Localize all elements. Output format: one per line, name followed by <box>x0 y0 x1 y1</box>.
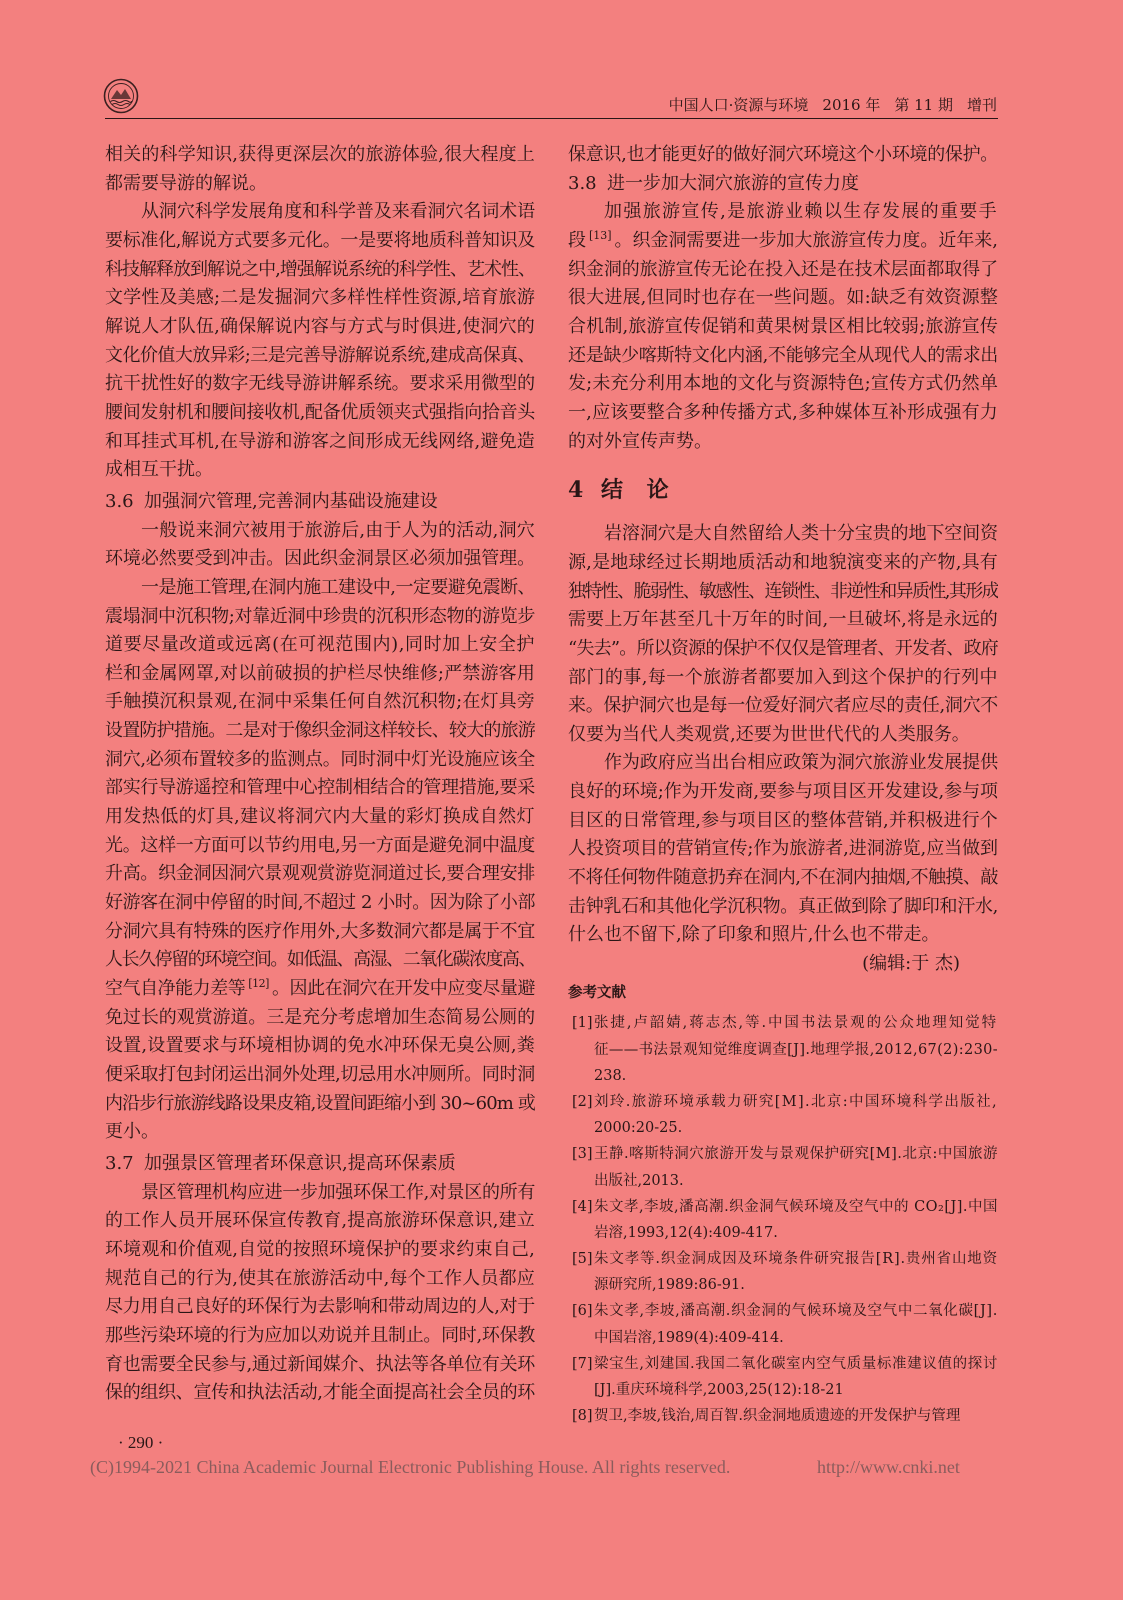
text-line: 部门的事,每一个旅游者都要加入到这个保护的行列中 <box>568 666 998 688</box>
text-line: 保的组织、宣传和执法活动,才能全面提高社会全员的环 <box>105 1382 535 1404</box>
text-line: 朱文孝等.织金洞成因及环境条件研究报告[R].贵州省山地资 <box>594 1251 998 1268</box>
paragraph <box>568 141 998 170</box>
citation-mark: [12] <box>248 977 269 991</box>
section-title: 结 论 <box>601 477 677 504</box>
cnki-url: http://www.cnki.net <box>817 1457 960 1477</box>
text-line: 238. <box>594 1067 627 1084</box>
references-list <box>568 1010 998 1429</box>
copyright-notice: (C)1994-2021 China Academic Journal Electronic Publishing House. All rights reserved. <box>90 1457 731 1477</box>
paragraph <box>568 749 998 950</box>
text-line: 目区的日常管理,参与项目区的整体营销,并积极进行个 <box>568 809 998 831</box>
editor-credit: (编辑:于 杰) <box>862 953 960 975</box>
paragraph <box>568 198 998 456</box>
issue-year: 2016 年 <box>822 96 881 114</box>
reference-item <box>568 1194 998 1246</box>
text-line: 良好的环境;作为开发商,要参与项目区开发建设,参与项 <box>568 781 998 803</box>
text-line: 独特性、脆弱性、敏感性、连锁性、非逆性和异质性,其形成 <box>568 580 998 602</box>
text-line: 免过长的观赏游道。三是充分考虑增加生态简易公厕的 <box>105 1006 535 1028</box>
text-line: 更小。 <box>105 1121 159 1143</box>
reference-number: [4] <box>572 1198 593 1215</box>
text-line: 的工作人员开展环保宣传教育,提高旅游环保意识,建立 <box>105 1210 535 1232</box>
paragraph <box>105 198 535 485</box>
reference-number: [8] <box>572 1408 593 1425</box>
text-segment: 。因此在洞穴在开发中应变尽量避 <box>272 978 535 1000</box>
text-line: 升高。织金洞因洞穴景观观赏游览洞道过长,要合理安排 <box>105 863 535 885</box>
text-line: 2000:20-25. <box>594 1120 683 1137</box>
paragraph <box>105 141 535 198</box>
paragraph <box>568 520 998 749</box>
text-line: 需要上万年甚至几十万年的时间,一旦破坏,将是永远的 <box>568 609 998 631</box>
paragraph <box>105 517 535 574</box>
header-rule <box>105 118 998 119</box>
heading-title: 进一步加大洞穴旅游的宣传力度 <box>607 172 859 194</box>
reference-number: [3] <box>572 1146 593 1163</box>
text-line: 文化价值大放异彩;三是完善导游解说系统,建成高保真、 <box>105 344 535 366</box>
text-line: 一,应该要整合多种传播方式,多种媒体互补形成强有力 <box>568 401 998 423</box>
text-line: [J].重庆环境科学,2003,25(12):18-21 <box>594 1382 844 1398</box>
text-line: 梁宝生,刘建国.我国二氧化碳室内空气质量标准建议值的探讨 <box>594 1355 998 1372</box>
text-line: 震塌洞中沉积物;对靠近洞中珍贵的沉积形态物的游览步 <box>105 605 535 627</box>
right-column <box>568 141 998 1429</box>
text-line: 那些污染环境的行为应加以劝说并且制止。同时,环保教 <box>105 1324 535 1346</box>
reference-item <box>568 1246 998 1298</box>
heading-number: 3.7 <box>105 1152 134 1174</box>
text-line: 击钟乳石和其他化学沉积物。真正做到除了脚印和汗水, <box>568 895 998 917</box>
journal-logo <box>103 78 139 114</box>
text-line <box>105 975 535 1004</box>
text-segment: 段 <box>568 229 586 251</box>
text-line: 设置,设置要求与环境相协调的免水冲环保无臭公厕,粪 <box>105 1035 535 1057</box>
text-line: 文学性及美感;二是发掘洞穴多样性样性资源,培育旅游 <box>105 287 535 309</box>
text-line <box>568 227 998 256</box>
text-line: 手触摸沉积景观,在洞中采集任何自然沉积物;在灯具旁 <box>105 691 535 713</box>
text-line: 都需要导游的解说。 <box>105 172 267 194</box>
text-line: 很大进展,但同时也存在一些问题。如:缺乏有效资源整 <box>568 287 998 309</box>
text-line: 中国岩溶,1989(4):409-414. <box>594 1329 784 1346</box>
paragraph <box>105 574 535 1147</box>
reference-number: [1] <box>572 1015 593 1032</box>
text-line: 科技解释放到解说之中,增强解说系统的科学性、艺术性、 <box>105 258 535 280</box>
reference-item <box>568 1141 998 1193</box>
text-line: 贺卫,李坡,钱治,周百智.织金洞地质遗迹的开发保护与管理 <box>594 1408 961 1425</box>
text-line: 解说人才队伍,确保解说内容与方式与时俱进,使洞穴的 <box>105 315 535 337</box>
text-line: 设置防护措施。二是对于像织金洞这样较长、较大的旅游 <box>105 720 535 742</box>
references-title: 参考文献 <box>568 983 626 1001</box>
text-line: 朱文孝,李坡,潘高潮.织金洞气候环境及空气中的 CO₂[J].中国 <box>594 1198 998 1215</box>
reference-number: [5] <box>572 1251 593 1268</box>
reference-item <box>568 1010 998 1089</box>
text-line: 要标准化,解说方式要多元化。一是要将地质科普知识及 <box>105 229 535 251</box>
text-segment: 空气自净能力差等 <box>105 978 246 1000</box>
reference-item <box>568 1298 998 1350</box>
text-line: 育也需要全民参与,通过新闻媒介、执法等各单位有关环 <box>105 1353 535 1375</box>
text-line: 人投资项目的营销宣传;作为旅游者,进洞游览,应当做到 <box>568 838 998 860</box>
reference-item <box>568 1403 998 1429</box>
text-line: 环境观和价值观,自觉的按照环境保护的要求约束自己, <box>105 1238 535 1260</box>
text-line: 合机制,旅游宣传促销和黄果树景区相比较弱;旅游宣传 <box>568 315 998 337</box>
text-line: 征——书法景观知觉维度调查[J].地理学报,2012,67(2):230- <box>594 1041 998 1058</box>
text-line: 用发热低的灯具,建议将洞穴内大量的彩灯换成自然灯 <box>105 806 535 828</box>
text-line: 腰间发射机和腰间接收机,配备优质领夹式强指向拾音头 <box>105 401 535 423</box>
text-line: 抗干扰性好的数字无线导游讲解系统。要求采用微型的 <box>105 373 535 395</box>
text-line: 朱文孝,李坡,潘高潮.织金洞的气候环境及空气中二氧化碳[J]. <box>594 1303 998 1320</box>
text-line: 人长久停留的环境空间。如低温、高湿、二氧化碳浓度高、 <box>105 949 535 971</box>
text-segment: 。织金洞需要进一步加大旅游宣传力度。近年来, <box>614 229 998 251</box>
text-line: 尽力用自己良好的环保行为去影响和带动周边的人,对于 <box>105 1296 535 1318</box>
heading-title: 加强洞穴管理,完善洞内基础设施建设 <box>144 490 438 512</box>
citation-mark: [13] <box>589 228 612 242</box>
text-line: 岩溶洞穴是大自然留给人类十分宝贵的地下空间资 <box>604 523 998 545</box>
text-line: 刘玲.旅游环境承载力研究[M].北京:中国环境科学出版社, <box>594 1093 998 1110</box>
running-header <box>669 96 997 114</box>
section-heading <box>568 474 998 506</box>
text-line: “失去”。所以资源的保护不仅仅是管理者、开发者、政府 <box>568 637 998 659</box>
subsection-heading <box>105 1150 535 1179</box>
text-line: 不将任何物件随意扔弃在洞内,不在洞内抽烟,不触摸、敲 <box>568 867 998 889</box>
text-line: 作为政府应当出台相应政策为洞穴旅游业发展提供 <box>604 752 998 774</box>
heading-number: 3.8 <box>568 172 597 194</box>
text-line: 从洞穴科学发展角度和科学普及来看洞穴名词术语 <box>141 201 535 223</box>
text-line: 成相互干扰。 <box>105 459 213 481</box>
section-number: 4 <box>568 477 584 504</box>
text-line: 一般说来洞穴被用于旅游后,由于人为的活动,洞穴 <box>141 519 535 541</box>
text-line: 保意识,也才能更好的做好洞穴环境这个小环境的保护。 <box>568 144 998 165</box>
text-line: 出版社,2013. <box>594 1172 684 1189</box>
text-line: 光。这样一方面可以节约用电,另一方面是避免洞中温度 <box>105 834 535 856</box>
text-line: 道要尽量改道或远离(在可视范围内),同时加上安全护 <box>105 634 535 656</box>
text-line: 部实行导游遥控和管理中心控制相结合的管理措施,要采 <box>105 777 535 799</box>
text-line: 规范自己的行为,使其在旅游活动中,每个工作人员都应 <box>105 1267 535 1289</box>
text-line: 源,是地球经过长期地质活动和地貌演变来的产物,具有 <box>568 551 998 573</box>
text-line: 来。保护洞穴也是每一位爱好洞穴者应尽的责任,洞穴不 <box>568 695 998 717</box>
text-line: 分洞穴具有特殊的医疗作用外,大多数洞穴都是属于不宜 <box>105 920 535 942</box>
reference-number: [7] <box>572 1355 593 1372</box>
left-column <box>105 141 535 1408</box>
journal-name: 中国人口·资源与环境 <box>668 96 809 114</box>
reference-number: [6] <box>572 1303 593 1320</box>
text-line: 相关的科学知识,获得更深层次的旅游体验,很大程度上 <box>105 144 535 165</box>
text-line: 张捷,卢韶婧,蒋志杰,等.中国书法景观的公众地理知觉特 <box>594 1015 998 1032</box>
text-line: 和耳挂式耳机,在导游和游客之间形成无线网络,避免造 <box>105 430 535 452</box>
text-line: 景区管理机构应进一步加强环保工作,对景区的所有 <box>141 1181 535 1203</box>
reference-item <box>568 1351 998 1403</box>
text-line: 好游客在洞中停留的时间,不超过 2 小时。因为除了小部 <box>105 892 535 914</box>
heading-number: 3.6 <box>105 490 134 512</box>
text-line: 岩溶,1993,12(4):409-417. <box>594 1224 778 1241</box>
text-line: 内沿步行旅游线路设果皮箱,设置间距缩小到 30~60m 或 <box>105 1092 535 1114</box>
subsection-heading <box>105 488 535 517</box>
text-line: 栏和金属网罩,对以前破损的护栏尽快维修;严禁游客用 <box>105 662 535 684</box>
text-line: 加强旅游宣传,是旅游业赖以生存发展的重要手 <box>604 201 998 223</box>
text-line: 便采取打包封闭运出洞外处理,切忌用水冲厕所。同时洞 <box>105 1064 535 1085</box>
text-line: 的对外宣传声势。 <box>568 430 712 452</box>
text-line: 环境必然要受到冲击。因此织金洞景区必须加强管理。 <box>105 548 535 570</box>
text-line: 源研究所,1989:86-91. <box>594 1277 745 1294</box>
text-line: 发;未充分利用本地的文化与资源特色;宣传方式仍然单 <box>568 373 998 395</box>
text-line: 一是施工管理,在洞内施工建设中,一定要避免震断、 <box>141 576 535 598</box>
supplement-label: 增刊 <box>966 96 997 114</box>
subsection-heading <box>568 170 998 199</box>
reference-number: [2] <box>572 1093 593 1110</box>
text-line: 仅要为当代人类观赏,还要为世世代代的人类服务。 <box>568 723 970 745</box>
issue-number: 第 11 期 <box>894 96 953 114</box>
text-line: 还是缺少喀斯特文化内涵,不能够完全从现代人的需求出 <box>568 344 998 366</box>
text-line: 王静.喀斯特洞穴旅游开发与景观保护研究[M].北京:中国旅游 <box>594 1146 998 1163</box>
heading-title: 加强景区管理者环保意识,提高环保素质 <box>144 1152 456 1174</box>
text-line: 织金洞的旅游宣传无论在投入还是在技术层面都取得了 <box>568 258 998 280</box>
text-line: 洞穴,必须布置较多的监测点。同时洞中灯光设施应该全 <box>105 748 535 770</box>
paragraph <box>105 1179 535 1408</box>
page-number: · 290 · <box>118 1433 164 1452</box>
text-line: 什么也不留下,除了印象和照片,什么也不带走。 <box>568 924 940 946</box>
reference-item <box>568 1089 998 1141</box>
